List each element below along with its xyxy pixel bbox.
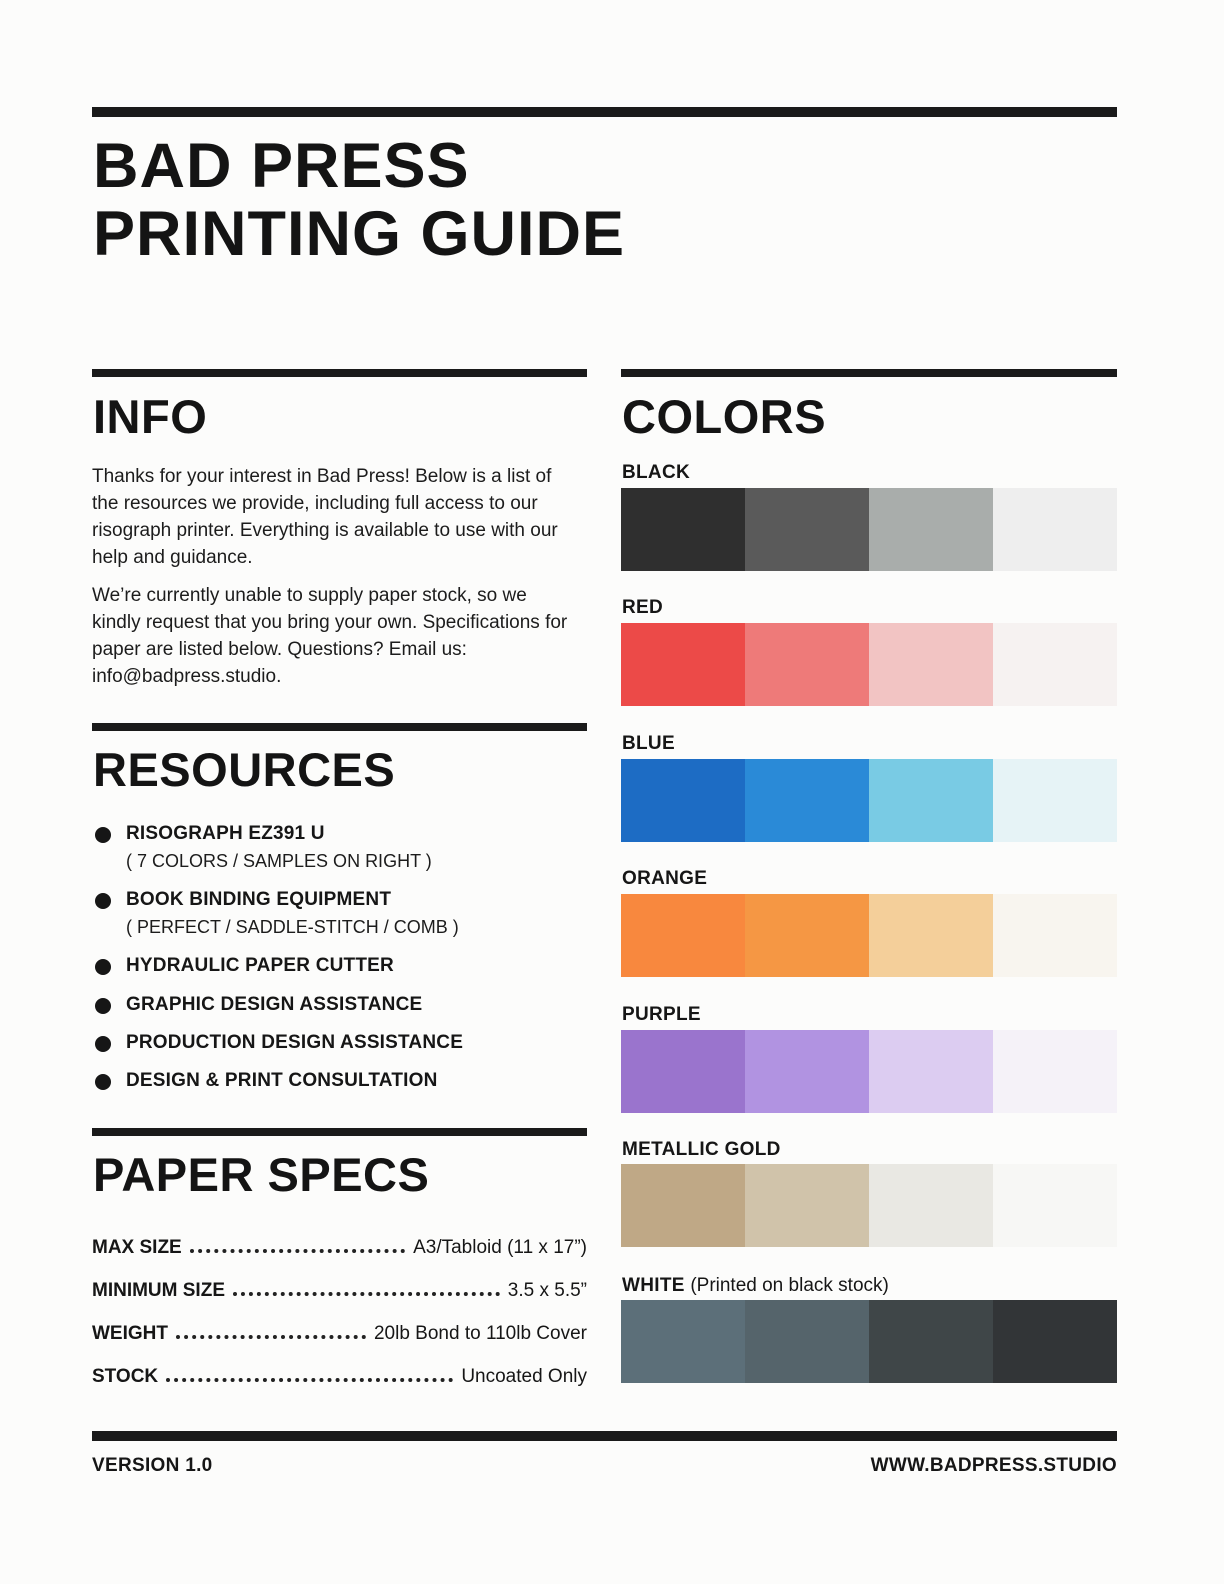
spec-key: WEIGHT [92, 1323, 168, 1344]
color-name: METALLIC GOLD [622, 1139, 781, 1160]
color-swatch [869, 894, 993, 977]
color-name: WHITE [622, 1275, 685, 1296]
color-swatch [621, 759, 745, 842]
spec-key: MAX SIZE [92, 1237, 182, 1258]
website-label: WWW.BADPRESS.STUDIO [870, 1455, 1117, 1476]
resource-label: DESIGN & PRINT CONSULTATION [126, 1070, 438, 1091]
color-swatch [993, 623, 1117, 706]
color-swatch [869, 1030, 993, 1113]
color-swatch [621, 1300, 745, 1383]
swatch-row-red [621, 623, 1117, 706]
color-swatch [993, 1300, 1117, 1383]
spec-key: STOCK [92, 1366, 159, 1387]
bullet-icon [95, 893, 111, 909]
info-paragraph-2: We’re currently unable to supply paper stock, so we kindly request that you bring your own. Specifications for paper are listed below. Questions? Email us: info@badpress.studio. [92, 585, 568, 687]
spec-row-weight [92, 1319, 587, 1345]
color-name: BLACK [622, 462, 690, 483]
resources-rule [92, 723, 587, 731]
resource-sub: ( PERFECT / SADDLE-STITCH / COMB ) [126, 917, 459, 937]
bullet-icon [95, 1074, 111, 1090]
color-label-purple [622, 1004, 701, 1026]
color-note: (Printed on black stock) [690, 1275, 889, 1296]
page-title [93, 132, 625, 268]
color-name: RED [622, 597, 664, 618]
title-line-2: PRINTING GUIDE [93, 199, 626, 269]
info-heading: INFO [93, 390, 208, 443]
color-swatch [993, 1030, 1117, 1113]
leader-dots [233, 1292, 500, 1296]
swatch-row-metallic-gold [621, 1164, 1117, 1247]
spec-key: MINIMUM SIZE [92, 1280, 225, 1301]
bullet-icon [95, 827, 111, 843]
top-rule [92, 107, 1117, 117]
color-swatch [869, 759, 993, 842]
color-label-orange [622, 868, 707, 890]
color-name: BLUE [622, 733, 675, 754]
spec-value: 3.5 x 5.5” [507, 1280, 587, 1301]
color-label-red [622, 597, 663, 619]
bullet-icon [95, 1036, 111, 1052]
swatch-row-purple [621, 1030, 1117, 1113]
spec-value: 20lb Bond to 110lb Cover [373, 1323, 587, 1344]
color-swatch [869, 623, 993, 706]
color-swatch [621, 1164, 745, 1247]
bottom-rule [92, 1431, 1117, 1441]
resources-heading: RESOURCES [93, 743, 396, 796]
color-swatch [745, 488, 869, 571]
info-rule [92, 369, 587, 377]
spec-value: Uncoated Only [461, 1366, 587, 1387]
color-swatch [621, 623, 745, 706]
spec-value: A3/Tabloid (11 x 17”) [413, 1237, 587, 1258]
color-swatch [745, 623, 869, 706]
resource-label: HYDRAULIC PAPER CUTTER [126, 955, 394, 976]
spec-row-minimum-size [92, 1276, 587, 1302]
color-label-blue [622, 733, 675, 755]
color-swatch [745, 1164, 869, 1247]
color-name: PURPLE [622, 1004, 701, 1025]
color-swatch [869, 1300, 993, 1383]
leader-dots [190, 1249, 405, 1253]
spec-row-stock [92, 1362, 587, 1388]
resource-label: RISOGRAPH EZ391 U [126, 823, 325, 844]
spec-row-max-size [92, 1233, 587, 1259]
bullet-icon [95, 959, 111, 975]
leader-dots [166, 1378, 453, 1382]
color-swatch [869, 488, 993, 571]
version-label: VERSION 1.0 [92, 1455, 213, 1476]
color-swatch [993, 759, 1117, 842]
color-swatch [993, 488, 1117, 571]
swatch-row-orange [621, 894, 1117, 977]
colors-rule [621, 369, 1117, 377]
color-swatch [621, 1030, 745, 1113]
color-swatch [993, 1164, 1117, 1247]
color-label-black [622, 462, 690, 484]
color-swatch [869, 1164, 993, 1247]
color-swatch [745, 759, 869, 842]
resource-sub: ( 7 COLORS / SAMPLES ON RIGHT ) [126, 851, 432, 871]
swatch-row-white [621, 1300, 1117, 1383]
title-line-1: BAD PRESS [93, 131, 470, 201]
resource-label: GRAPHIC DESIGN ASSISTANCE [126, 994, 423, 1015]
color-swatch [745, 1030, 869, 1113]
swatch-row-black [621, 488, 1117, 571]
color-label-white [622, 1275, 889, 1297]
swatch-row-blue [621, 759, 1117, 842]
color-swatch [621, 488, 745, 571]
color-swatch [745, 894, 869, 977]
resource-label: BOOK BINDING EQUIPMENT [126, 889, 392, 910]
color-name: ORANGE [622, 868, 708, 889]
resource-label: PRODUCTION DESIGN ASSISTANCE [126, 1032, 464, 1053]
leader-dots [176, 1335, 366, 1339]
color-swatch [745, 1300, 869, 1383]
paper-specs-rule [92, 1128, 587, 1136]
color-label-metallic-gold [622, 1139, 781, 1161]
colors-heading: COLORS [622, 390, 827, 443]
info-paragraph-1: Thanks for your interest in Bad Press! Below is a list of the resources we provide, including full access to our risograph printer. Everything is available to use with our help and guidance. [92, 466, 558, 568]
bullet-icon [95, 998, 111, 1014]
paper-specs-heading: PAPER SPECS [93, 1148, 430, 1201]
color-swatch [621, 894, 745, 977]
color-swatch [993, 894, 1117, 977]
